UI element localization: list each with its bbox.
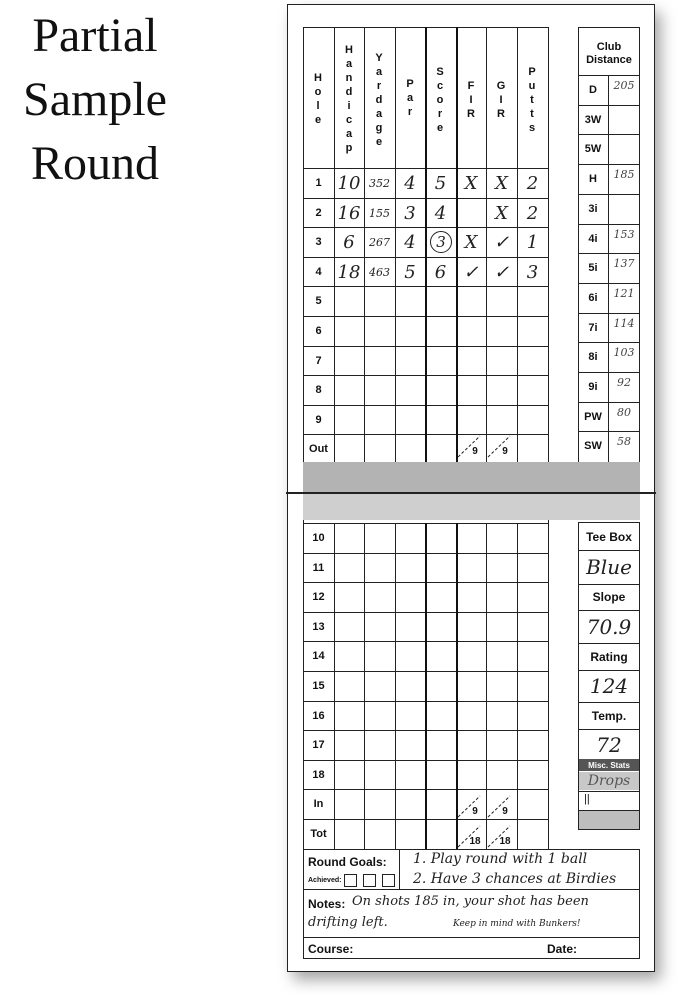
- club-distance-header: Club Distance: [586, 41, 632, 66]
- par-header: P a r: [406, 78, 414, 118]
- rating-label: Rating: [590, 650, 628, 664]
- score-header: S c o r e: [436, 66, 444, 134]
- club-panel-top: [578, 27, 640, 28]
- rule: [578, 670, 640, 671]
- table-right-border: [548, 27, 549, 462]
- date-label: Date:: [547, 942, 578, 956]
- rule: [578, 610, 640, 611]
- yardage-header: Y a r d a g e: [375, 52, 383, 148]
- hole-number: 17: [312, 739, 325, 751]
- club-name: 4i: [588, 233, 598, 245]
- club-distance: 137: [613, 256, 635, 270]
- hole-number: 16: [312, 710, 325, 722]
- club-distance: 103: [613, 345, 635, 359]
- caption-line-3: Round: [30, 137, 159, 190]
- gir-header: G I R: [496, 80, 506, 120]
- fold-band-bottom: [303, 494, 640, 520]
- caption-line-2: Sample: [23, 73, 167, 126]
- hole-number: 6: [315, 325, 322, 337]
- caption-line-1: Partial: [32, 9, 158, 62]
- hole-number: 15: [312, 680, 325, 692]
- misc-shaded-cell: [579, 811, 639, 829]
- hole-number: 10: [312, 532, 325, 544]
- tee-box-value: Blue: [586, 555, 632, 579]
- column-rule: [364, 523, 365, 849]
- putts-header: P u t t s: [528, 66, 536, 134]
- club-distance: [609, 100, 639, 130]
- course-label: Course:: [308, 942, 354, 956]
- column-rule: [486, 523, 487, 849]
- club-name: SW: [584, 440, 602, 452]
- hole-number: 11: [312, 562, 325, 574]
- gir-value: ✓: [493, 231, 510, 253]
- club-distance: 80: [617, 405, 631, 419]
- fir-value: X: [464, 172, 478, 194]
- gir-value: X: [495, 172, 508, 194]
- notes-line-1: On shots 185 in, your shot has been: [352, 894, 589, 909]
- club-name: 5i: [588, 262, 598, 274]
- column-rule: [425, 27, 427, 462]
- achieved-label: Achieved:: [308, 877, 342, 884]
- column-rule: [456, 27, 458, 462]
- notes-line-2b: Keep in mind with Bunkers!: [453, 919, 581, 929]
- column-rule: [486, 27, 487, 462]
- putts-value: 2: [526, 202, 539, 224]
- club-distance: 58: [617, 434, 631, 448]
- hole-number: Out: [309, 443, 328, 455]
- temp-label: Temp.: [591, 709, 627, 723]
- rule: [578, 791, 640, 792]
- club-name: 7i: [588, 322, 598, 334]
- goal-2: 2. Have 3 chances at Birdies: [413, 871, 617, 887]
- rule: [578, 829, 640, 830]
- handicap-value: 10: [337, 172, 361, 194]
- hole-number: Tot: [310, 828, 327, 840]
- tot-fir-slash-total: 18: [469, 835, 481, 847]
- club-distance: 121: [613, 286, 635, 300]
- par-value: 5: [404, 261, 416, 283]
- column-rule: [425, 523, 427, 849]
- score-value: 3: [430, 231, 452, 253]
- rating-value: 124: [589, 674, 629, 698]
- hole-number: 1: [315, 177, 322, 189]
- yardage-value: 155: [369, 206, 390, 220]
- club-distance: 92: [617, 375, 631, 389]
- club-name: 6i: [588, 292, 598, 304]
- club-distance: 153: [613, 227, 635, 241]
- scorecard: [287, 4, 655, 972]
- goals-divider: [399, 849, 400, 889]
- club-name: 9i: [588, 381, 598, 393]
- handicap-header: H a n d i c a p: [345, 44, 353, 154]
- in-fir-slash-total: 9: [472, 805, 478, 817]
- hole-number: 12: [312, 591, 325, 603]
- putts-value: 1: [526, 231, 539, 253]
- score-value: 6: [434, 261, 447, 283]
- yardage-value: 463: [369, 265, 390, 279]
- column-rule: [364, 27, 365, 462]
- club-distance: [609, 189, 639, 219]
- column-rule: [334, 523, 335, 849]
- yardage-value: 267: [369, 235, 390, 249]
- rule: [578, 550, 640, 551]
- table-right-border-back: [548, 520, 549, 849]
- gir-value: X: [495, 202, 508, 224]
- rule: [578, 702, 640, 703]
- notes-label: Notes:: [308, 897, 346, 911]
- rule: [578, 729, 640, 730]
- club-name: 3i: [588, 203, 598, 215]
- column-rule: [456, 523, 458, 849]
- par-value: 3: [404, 202, 416, 224]
- in-gir-slash-total: 9: [502, 805, 508, 817]
- achieved-checkbox-1[interactable]: [344, 874, 357, 887]
- hole-number: 13: [312, 621, 325, 633]
- tee-box-label: Tee Box: [586, 530, 632, 544]
- achieved-checkbox-3[interactable]: [382, 874, 395, 887]
- club-name: 8i: [588, 351, 598, 363]
- hole-number: 18: [312, 769, 325, 781]
- hole-number: 2: [315, 207, 322, 219]
- column-rule: [517, 523, 518, 849]
- handicap-value: 16: [337, 202, 361, 224]
- hole-number: 4: [315, 266, 322, 278]
- score-value: 4: [434, 202, 447, 224]
- drops-label: Drops: [579, 772, 639, 790]
- gir-value: ✓: [493, 261, 510, 283]
- putts-value: 2: [526, 172, 539, 194]
- goal-1: 1. Play round with 1 ball: [413, 851, 588, 867]
- round-goals-label: Round Goals:: [308, 855, 387, 869]
- out-fir-slash-total: 9: [472, 445, 478, 457]
- handicap-value: 18: [337, 261, 361, 283]
- caption: [0, 4, 190, 196]
- club-distance: 185: [613, 167, 635, 181]
- fir-value: X: [464, 231, 478, 253]
- club-name: 3W: [584, 114, 602, 126]
- tot-gir-slash-total: 18: [499, 835, 511, 847]
- club-name: D: [589, 84, 597, 96]
- temp-value: 72: [596, 733, 622, 757]
- score-value: 5: [434, 172, 447, 194]
- hole-number: 5: [315, 295, 322, 307]
- handicap-value: 6: [343, 231, 355, 253]
- hole-number: 3: [315, 236, 322, 248]
- misc-stats-label: Misc. Stats: [579, 759, 639, 771]
- column-rule: [334, 27, 335, 462]
- hole-number: 8: [315, 384, 322, 396]
- yardage-value: 352: [369, 176, 390, 190]
- hole-number: 7: [315, 355, 322, 367]
- goals-bottom-rule: [303, 889, 640, 890]
- column-rule: [395, 523, 396, 849]
- slope-label: Slope: [592, 590, 626, 604]
- hole-number: In: [313, 798, 324, 810]
- hole-header: H o l e: [314, 72, 322, 126]
- putts-value: 3: [526, 261, 539, 283]
- fir-value: ✓: [463, 261, 479, 283]
- club-name: 5W: [584, 143, 602, 155]
- club-distance: [609, 129, 639, 159]
- notes-line-2a: drifting left.: [308, 915, 388, 930]
- slope-value: 70.9: [586, 615, 632, 639]
- notes-bottom-rule: [303, 937, 640, 938]
- column-rule: [395, 27, 396, 462]
- achieved-checkbox-2[interactable]: [363, 874, 376, 887]
- club-distance: 205: [613, 78, 635, 92]
- club-name: PW: [584, 411, 602, 423]
- column-rule: [517, 27, 518, 462]
- par-value: 4: [404, 231, 416, 253]
- fold-band-top: [303, 462, 640, 492]
- club-panel-right: [639, 27, 640, 462]
- club-name: H: [589, 173, 597, 185]
- club-distance: 114: [613, 316, 635, 330]
- hole-number: 14: [312, 650, 325, 662]
- hole-number: 9: [315, 414, 322, 426]
- drops-value: ||: [584, 793, 590, 805]
- rule: [578, 643, 640, 644]
- fir-header: F I R: [467, 80, 475, 120]
- out-gir-slash-total: 9: [502, 445, 508, 457]
- par-value: 4: [404, 172, 416, 194]
- side-panel-top: [578, 522, 640, 523]
